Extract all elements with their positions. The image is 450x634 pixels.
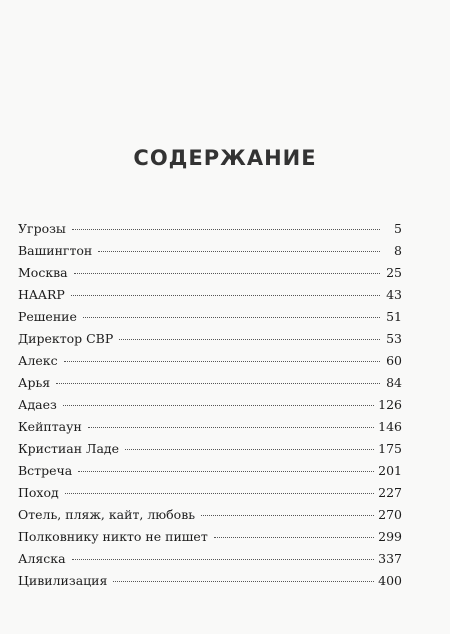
- toc-entry-page: 201: [378, 463, 402, 478]
- toc-entry-title: Решение: [18, 309, 77, 324]
- toc-entry-title: Цивилизация: [18, 573, 108, 588]
- toc-entry-title: Аляска: [18, 551, 66, 566]
- toc-entry: [18, 570, 402, 592]
- dot-leader: [72, 559, 375, 560]
- toc-entry: [18, 482, 402, 504]
- toc-entry-title: Поход: [18, 485, 59, 500]
- toc-entry: [18, 548, 402, 570]
- dot-leader: [63, 405, 374, 406]
- dot-leader: [119, 339, 380, 340]
- toc-entry-title: Кристиан Ладе: [18, 441, 119, 456]
- toc-entry-page: 43: [386, 287, 402, 302]
- toc-entry-title: Директор СВР: [18, 331, 114, 346]
- dot-leader: [72, 229, 380, 230]
- contents-heading: СОДЕРЖАНИЕ: [133, 146, 317, 170]
- toc-entry-page: 8: [394, 243, 402, 258]
- toc-entry: [18, 218, 402, 240]
- dot-leader: [214, 537, 374, 538]
- toc-entry: [18, 504, 402, 526]
- toc-entry-page: 400: [378, 573, 402, 588]
- toc-entry-title: Вашингтон: [18, 243, 93, 258]
- dot-leader: [74, 273, 380, 274]
- toc-entry: [18, 460, 402, 482]
- dot-leader: [56, 383, 380, 384]
- dot-leader: [78, 471, 374, 472]
- toc-entry: [18, 262, 402, 284]
- toc-entry-title: Встреча: [18, 463, 73, 478]
- toc-entry: [18, 240, 402, 262]
- toc-entry-title: Арья: [18, 375, 51, 390]
- dot-leader: [71, 295, 380, 296]
- toc-entry-title: Полковнику никто не пишет: [18, 529, 208, 544]
- toc-entry-page: 227: [378, 485, 402, 500]
- toc-entry: [18, 394, 402, 416]
- toc-entry-title: Угрозы: [18, 221, 66, 236]
- toc-entry: [18, 438, 402, 460]
- toc-entry: [18, 416, 402, 438]
- dot-leader: [83, 317, 380, 318]
- toc-entry-page: 337: [378, 551, 402, 566]
- dot-leader: [64, 361, 380, 362]
- toc-entry-page: 51: [386, 309, 402, 324]
- dot-leader: [201, 515, 374, 516]
- toc-entry-page: 126: [378, 397, 402, 412]
- toc-entry: [18, 350, 402, 372]
- toc-entry-title: Адаез: [18, 397, 57, 412]
- toc-entry: [18, 284, 402, 306]
- toc-entry-page: 175: [378, 441, 402, 456]
- toc-entry: [18, 526, 402, 548]
- toc-entry: [18, 306, 402, 328]
- dot-leader: [113, 581, 374, 582]
- toc-entry-title: Отель, пляж, кайт, любовь: [18, 507, 196, 522]
- toc-entry: [18, 328, 402, 350]
- table-of-contents: [18, 218, 402, 592]
- dot-leader: [65, 493, 374, 494]
- toc-entry-page: 84: [386, 375, 402, 390]
- toc-entry-page: 5: [394, 221, 402, 236]
- toc-entry-title: Кейптаун: [18, 419, 82, 434]
- toc-entry-page: 270: [378, 507, 402, 522]
- toc-entry-title: Москва: [18, 265, 68, 280]
- dot-leader: [125, 449, 374, 450]
- toc-entry-page: 25: [386, 265, 402, 280]
- dot-leader: [88, 427, 374, 428]
- toc-entry-title: HAARP: [18, 287, 65, 302]
- toc-entry-title: Алекс: [18, 353, 58, 368]
- toc-entry: [18, 372, 402, 394]
- dot-leader: [98, 251, 380, 252]
- toc-entry-page: 53: [386, 331, 402, 346]
- toc-entry-page: 146: [378, 419, 402, 434]
- toc-entry-page: 299: [378, 529, 402, 544]
- toc-entry-page: 60: [386, 353, 402, 368]
